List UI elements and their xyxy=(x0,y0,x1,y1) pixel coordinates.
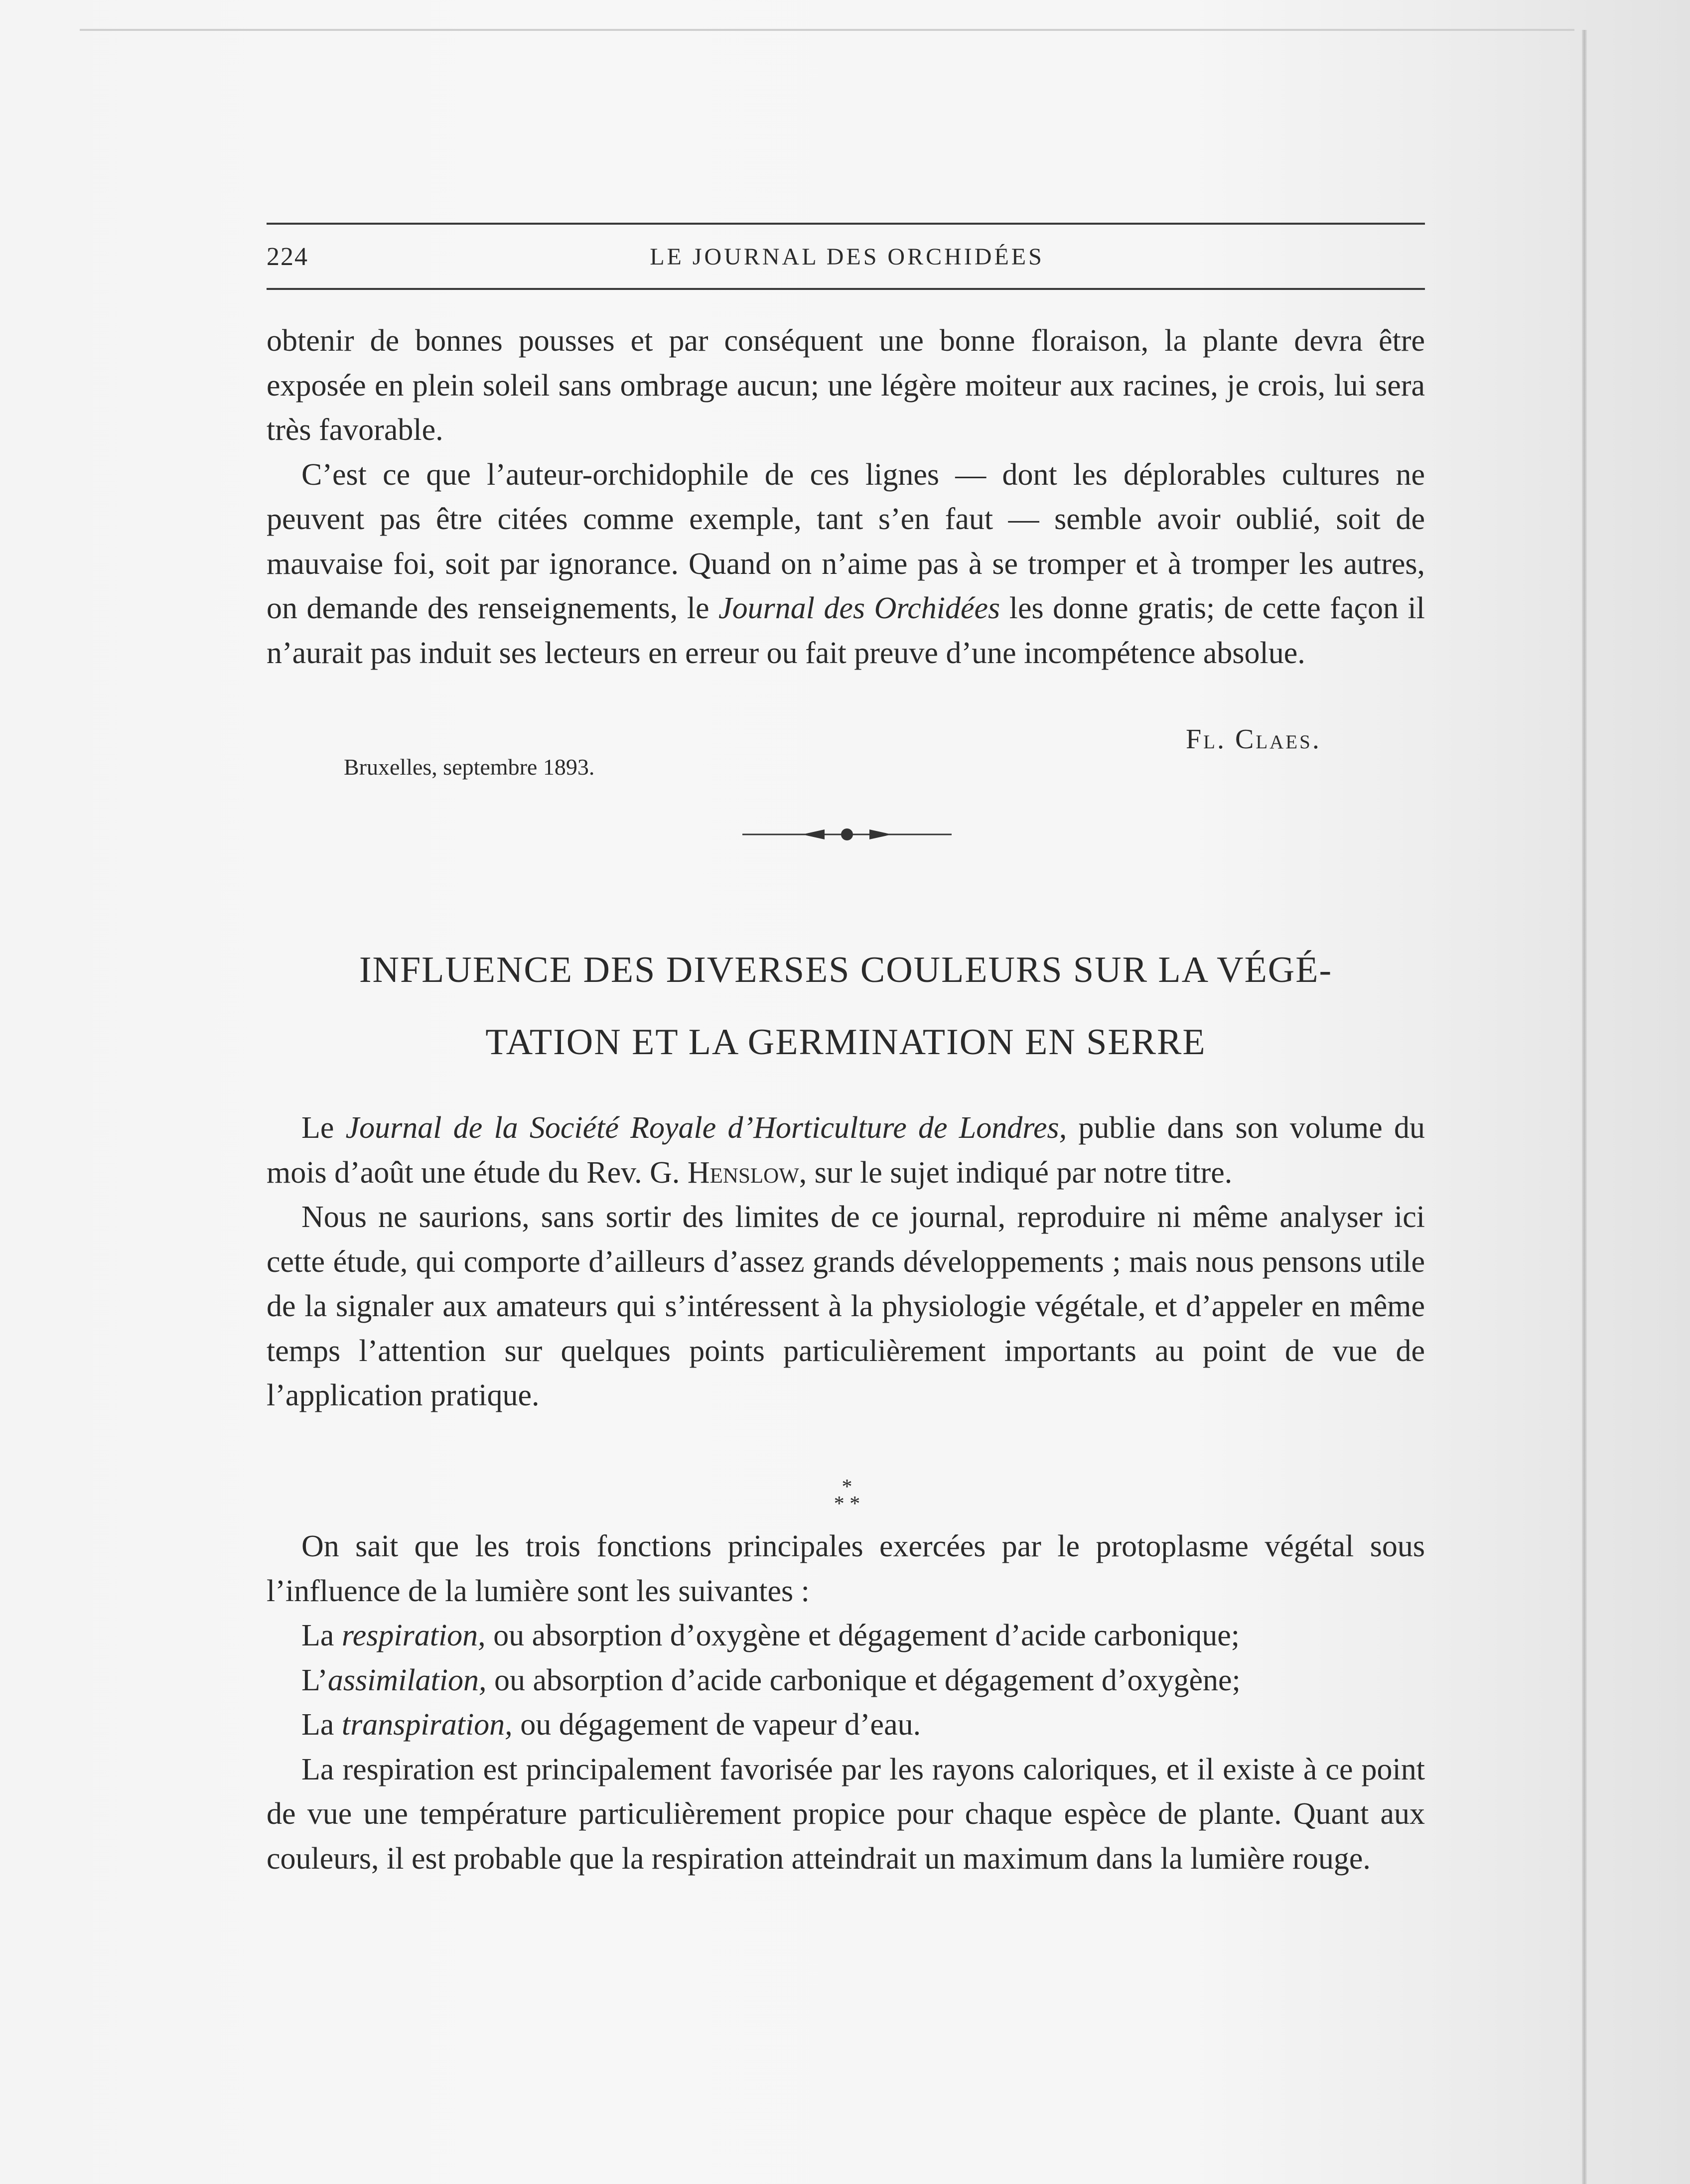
article-paragraph-1: Le Journal de la Société Royale d’Horticulture de Londres, publie dans son volume du mois d’août une étude du Rev. G. Henslow, sur le sujet indiqué par notre titre. xyxy=(267,1111,1425,1190)
dateline: Bruxelles, septembre 1893. xyxy=(344,754,595,780)
article-paragraph-3: On sait que les trois fonctions principales exercées par le protoplasme végétal sous l’influence de la lumière sont les suivantes : xyxy=(267,1529,1425,1608)
term-transpiration: transpiration, xyxy=(341,1708,513,1742)
intro-text xyxy=(267,319,1425,676)
article-body-1 xyxy=(267,1106,1425,1418)
page-number: 224 xyxy=(267,243,308,271)
article-paragraph-2: Nous ne saurions, sans sortir des limites de ce journal, reproduire ni même analyser ici cette étude, qui comporte d’ailleurs d’assez grands développements ; mais nous pensons utile de la signaler aux amateurs qui s’intéressent à la physiologie végétale, et d’appeler en même temps l’attention sur quelques points particulièrement importants au point de vue de l’application pratique. xyxy=(267,1200,1425,1412)
term-respiration: respiration, xyxy=(341,1619,486,1652)
journal-reference: Journal de la Société Royale d’Horticulture de Londres, xyxy=(345,1111,1067,1145)
asterism: * * * xyxy=(834,1476,860,1515)
article-paragraph-4: La respiration est principalement favorisée par les rayons caloriques, et il existe à ce point de vue une température particulièrement propice pour chaque espèce de plante. Quant aux couleurs, il est probable que la respiration atteindrait un maximum dans la lumière rouge. xyxy=(267,1752,1425,1876)
ornament-divider xyxy=(742,824,952,844)
article-title-line-2: TATION ET LA GERMINATION EN SERRE xyxy=(485,1022,1206,1063)
header-rule-bottom xyxy=(267,288,1425,290)
article-body-2 xyxy=(267,1524,1425,1881)
list-item-respiration: La respiration, ou absorption d’oxygène et dégagement d’acide carbonique; xyxy=(301,1619,1240,1652)
list-item-transpiration: La transpiration, ou dégagement de vapeur d’eau. xyxy=(301,1708,921,1742)
author-signature: Fl. Claes. xyxy=(1186,724,1321,755)
intro-paragraph-1: obtenir de bonnes pousses et par conséquent une bonne floraison, la plante devra être exposée en plein soleil sans ombrage aucun; une légère moiteur aux racines, je crois, lui sera très favorable. xyxy=(267,324,1425,447)
page-top-edge xyxy=(80,29,1574,31)
header-rule-top xyxy=(267,223,1425,225)
article-title xyxy=(267,934,1425,1079)
list-item-assimilation: L’assimilation, ou absorption d’acide carbonique et dégagement d’oxygène; xyxy=(301,1663,1241,1697)
article-title-line-1: INFLUENCE DES DIVERSES COULEURS SUR LA VÉGÉ- xyxy=(359,950,1333,990)
binding-shadow xyxy=(1582,30,1587,2184)
author-name: Henslow, xyxy=(687,1155,807,1190)
running-title: LE JOURNAL DES ORCHIDÉES xyxy=(650,244,1044,270)
journal-title: Journal des Orchidées xyxy=(718,591,1000,625)
intro-paragraph-2: C’est ce que l’auteur-orchidophile de ces lignes — dont les déplorables cultures ne peuvent pas être citées comme exemple, tant s’en faut — semble avoir oublié, soit de mauvaise foi, soit par ignorance. Quand on n’aime pas à se tromper et à tromper les autres, on demande des renseignements, le Journal des Orchidées les donne gratis; de cette façon il n’aurait pas induit ses lecteurs en erreur ou fait preuve d’une incompétence absolue. xyxy=(267,457,1425,670)
term-assimilation: assimilation, xyxy=(327,1663,487,1697)
